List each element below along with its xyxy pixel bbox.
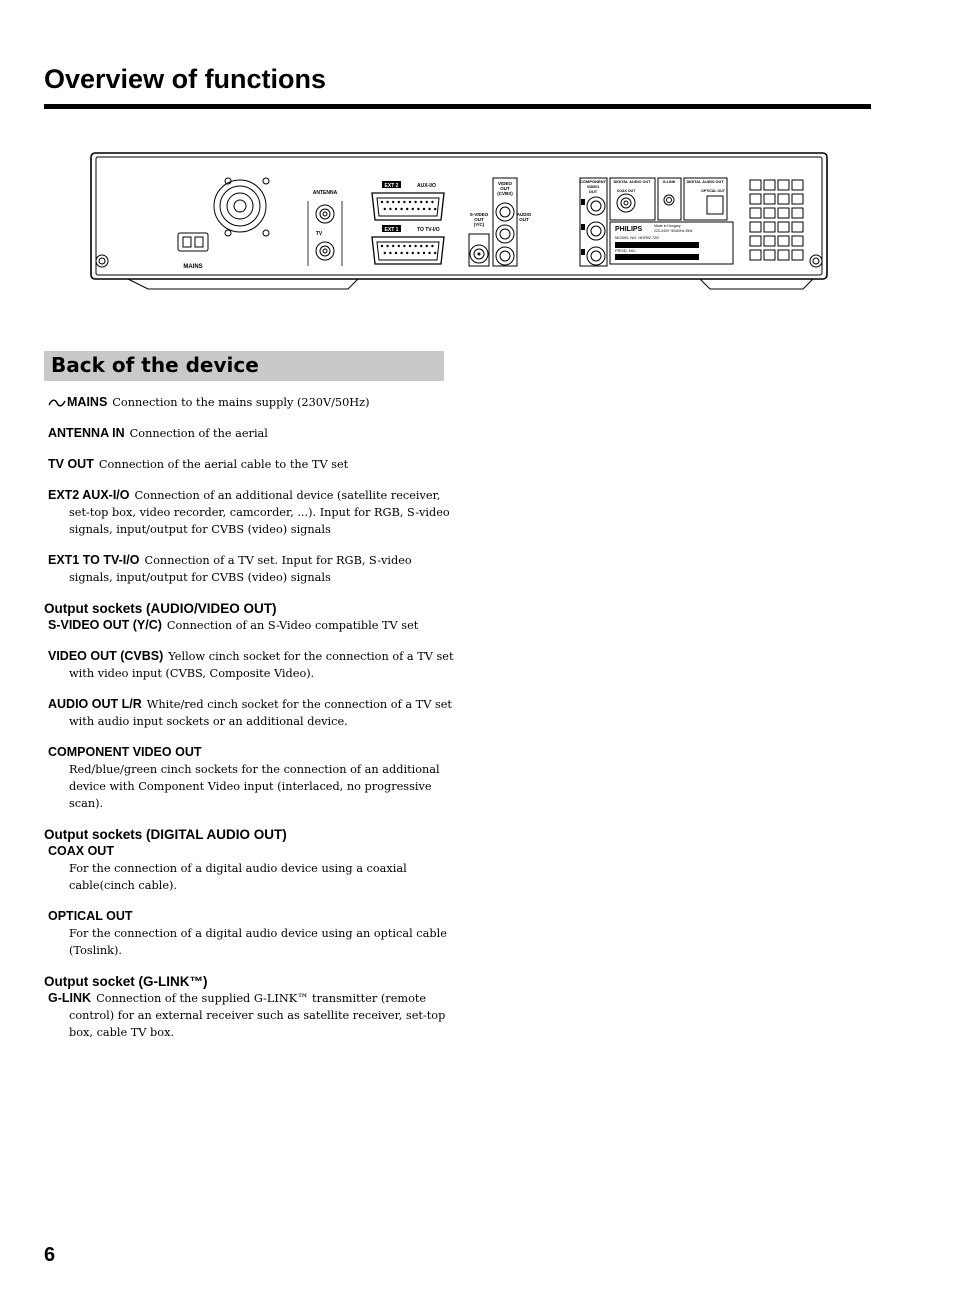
- svideo-label-1: S-VIDEO: [469, 212, 489, 217]
- vent-slot: [764, 208, 775, 218]
- scart-pin: [392, 245, 394, 247]
- scart-pin: [398, 201, 400, 203]
- device-back-panel-diagram: [88, 150, 830, 292]
- scart-pin: [434, 208, 436, 210]
- scart-pin: [381, 201, 383, 203]
- connection-description: White/red cinch socket for the connection of a TV set with audio input sockets or an additional device.: [69, 698, 452, 728]
- vent-slot: [750, 180, 761, 190]
- ext1-label: EXT 1: [384, 227, 399, 233]
- connection-entry: [44, 908, 454, 959]
- scart-pin: [384, 252, 386, 254]
- connection-entry: [44, 990, 454, 1041]
- scart-pin: [431, 201, 433, 203]
- vent-slot: [764, 180, 775, 190]
- digital-entries: [44, 843, 454, 959]
- page-number: 6: [44, 1244, 56, 1266]
- connection-entry: [44, 456, 454, 473]
- scart-pin: [409, 201, 411, 203]
- made-in-label: Made in Hungary: [654, 224, 681, 228]
- vent-slot: [778, 236, 789, 246]
- av-output-heading: Output sockets (AUDIO/VIDEO OUT): [44, 601, 277, 616]
- digital-audio-out-label: DIGITAL AUDIO OUT: [613, 180, 651, 184]
- scart-pin: [423, 252, 425, 254]
- scart-pin: [392, 201, 394, 203]
- vent-slot: [750, 236, 761, 246]
- scart-pin: [400, 208, 402, 210]
- vent-slot: [778, 250, 789, 260]
- scart-pin: [395, 252, 397, 254]
- vent-slot: [778, 180, 789, 190]
- aux-io-label: AUX-I/O: [417, 183, 436, 189]
- scart-pin: [412, 252, 414, 254]
- scart-pin: [398, 245, 400, 247]
- connection-description: Connection of the aerial: [129, 427, 268, 440]
- scart-pin: [389, 252, 391, 254]
- scart-pin: [386, 201, 388, 203]
- vent-slot: [764, 236, 775, 246]
- connection-entry: [44, 648, 454, 682]
- scart-pin: [417, 252, 419, 254]
- connection-description: Connection of the supplied G-LINK™ transmitter (remote control) for an external receiver such as satellite receiver, set-top box, cable TV box.: [69, 992, 446, 1039]
- vent-slot: [750, 250, 761, 260]
- audio-out-label-2: OUT: [519, 217, 529, 222]
- vent-slot: [750, 208, 761, 218]
- glink-label: G-LINK: [662, 180, 676, 184]
- scart-pin: [414, 245, 416, 247]
- component-label-1: COMPONENT: [580, 179, 606, 184]
- scart-pin: [431, 245, 433, 247]
- tv-label: TV: [315, 231, 323, 237]
- scart-pin: [409, 245, 411, 247]
- vent-slot: [778, 222, 789, 232]
- connection-description: For the connection of a digital audio device using a coaxial cable(cinch cable).: [69, 862, 407, 892]
- vent-slot: [792, 222, 803, 232]
- connection-entry: [44, 843, 454, 894]
- scart-pin: [403, 201, 405, 203]
- vent-slot: [764, 194, 775, 204]
- connection-entry: [44, 487, 454, 538]
- digital-output-heading: Output sockets (DIGITAL AUDIO OUT): [44, 827, 287, 842]
- connection-term: COAX OUT: [48, 844, 114, 858]
- connection-term: AUDIO OUT L/R: [48, 697, 142, 711]
- glink-entries: [44, 990, 454, 1041]
- connection-description: Connection of an S-Video compatible TV set: [166, 619, 419, 632]
- scart-pin: [381, 245, 383, 247]
- ext2-label: EXT 2: [384, 183, 399, 189]
- vent-slot: [792, 208, 803, 218]
- connection-description: Connection of an additional device (satellite receiver, set-top box, video recorder, camcorder, ...). Input for RGB, S-video signals, input/output for CVBS (video) signals: [69, 489, 450, 536]
- scart-pin: [434, 252, 436, 254]
- scart-pin: [428, 252, 430, 254]
- scart-pin: [406, 252, 408, 254]
- component-label-2: VIDEO: [586, 184, 600, 189]
- vent-slot: [792, 180, 803, 190]
- connection-term: S-VIDEO OUT (Y/C): [48, 618, 162, 632]
- scart-pin: [428, 208, 430, 210]
- scart-pin: [414, 201, 416, 203]
- to-tv-io-label: TO TV-I/O: [417, 227, 440, 233]
- connection-term: TV OUT: [48, 457, 94, 471]
- component-label-3: OUT: [588, 189, 598, 194]
- digital-audio-out-label-2: DIGITAL AUDIO OUT: [686, 180, 724, 184]
- audio-out-label-1: AUDIO: [516, 212, 532, 217]
- connection-entry: [44, 744, 454, 812]
- section-header: [44, 351, 444, 381]
- scart-pin: [412, 208, 414, 210]
- back-entries: [44, 394, 454, 586]
- mains-label: MAINS: [183, 264, 203, 270]
- vent-slot: [792, 194, 803, 204]
- connection-term: VIDEO OUT (CVBS): [48, 649, 164, 663]
- section-title: Back of the device: [51, 353, 259, 377]
- video-out-label-1: VIDEO: [497, 181, 513, 186]
- vent-slot: [750, 222, 761, 232]
- connection-term: MAINS: [67, 395, 108, 409]
- connection-term: EXT1 TO TV-I/O: [48, 553, 140, 567]
- brand-label: PHILIPS: [615, 226, 643, 233]
- video-out-label-3: (CVBS): [497, 191, 513, 196]
- vent-slot: [778, 208, 789, 218]
- model-no-label: MODEL NO. HDRW 720: [615, 235, 659, 240]
- scart-pin: [426, 245, 428, 247]
- scart-pin: [400, 252, 402, 254]
- vent-slot: [750, 194, 761, 204]
- scart-pin: [406, 208, 408, 210]
- scart-pin: [423, 208, 425, 210]
- ac-tilde-icon: [48, 399, 66, 407]
- connection-description: Connection to the mains supply (230V/50Hz): [112, 396, 370, 409]
- connections-list: [44, 394, 454, 1055]
- vent-slot: [764, 250, 775, 260]
- scart-pin: [386, 245, 388, 247]
- glink-output-heading: Output socket (G-LINK™): [44, 974, 208, 989]
- video-out-label-2: OUT: [500, 186, 510, 191]
- connection-description: Connection of a TV set. Input for RGB, S-video signals, input/output for CVBS (video) signals: [69, 554, 412, 584]
- connection-entry: [44, 394, 454, 411]
- av-entries: [44, 617, 454, 812]
- coax-out-label: COAX OUT: [616, 189, 636, 193]
- connection-term: G-LINK: [48, 991, 92, 1005]
- connection-description: Connection of the aerial cable to the TV set: [98, 458, 349, 471]
- scart-pin: [420, 245, 422, 247]
- vent-slot: [764, 222, 775, 232]
- prod-no-label: PROD. NO.: [615, 248, 636, 253]
- connection-term: EXT2 AUX-I/O: [48, 488, 130, 502]
- scart-pin: [389, 208, 391, 210]
- scart-pin: [417, 208, 419, 210]
- svideo-label-3: (Y/C): [473, 222, 485, 227]
- connection-description: Red/blue/green cinch sockets for the connection of an additional device with Component Video input (interlaced, no progressive scan).: [69, 763, 440, 810]
- connection-term: OPTICAL OUT: [48, 909, 133, 923]
- connection-entry: [44, 552, 454, 586]
- connection-description: For the connection of a digital audio device using an optical cable (Toslink).: [69, 927, 447, 957]
- scart-pin: [420, 201, 422, 203]
- connection-description: Yellow cinch socket for the connection of a TV set with video input (CVBS, Composite Video).: [69, 650, 454, 680]
- connection-entry: [44, 696, 454, 730]
- connection-term: ANTENNA IN: [48, 426, 125, 440]
- connection-term: COMPONENT VIDEO OUT: [48, 745, 202, 759]
- optical-out-label: OPTICAL OUT: [701, 189, 725, 193]
- antenna-label: ANTENNA: [312, 190, 338, 196]
- svideo-label-2: OUT: [474, 217, 484, 222]
- title-rule: [44, 104, 871, 109]
- scart-pin: [426, 201, 428, 203]
- scart-pin: [403, 245, 405, 247]
- connection-entry: [44, 617, 454, 634]
- scart-pin: [395, 208, 397, 210]
- power-spec-label: 220-240V~50/60Hz 25W: [654, 229, 693, 233]
- page-title: Overview of functions: [44, 64, 327, 94]
- vent-slot: [778, 194, 789, 204]
- vent-slot: [792, 236, 803, 246]
- connection-entry: [44, 425, 454, 442]
- scart-pin: [384, 208, 386, 210]
- vent-slot: [792, 250, 803, 260]
